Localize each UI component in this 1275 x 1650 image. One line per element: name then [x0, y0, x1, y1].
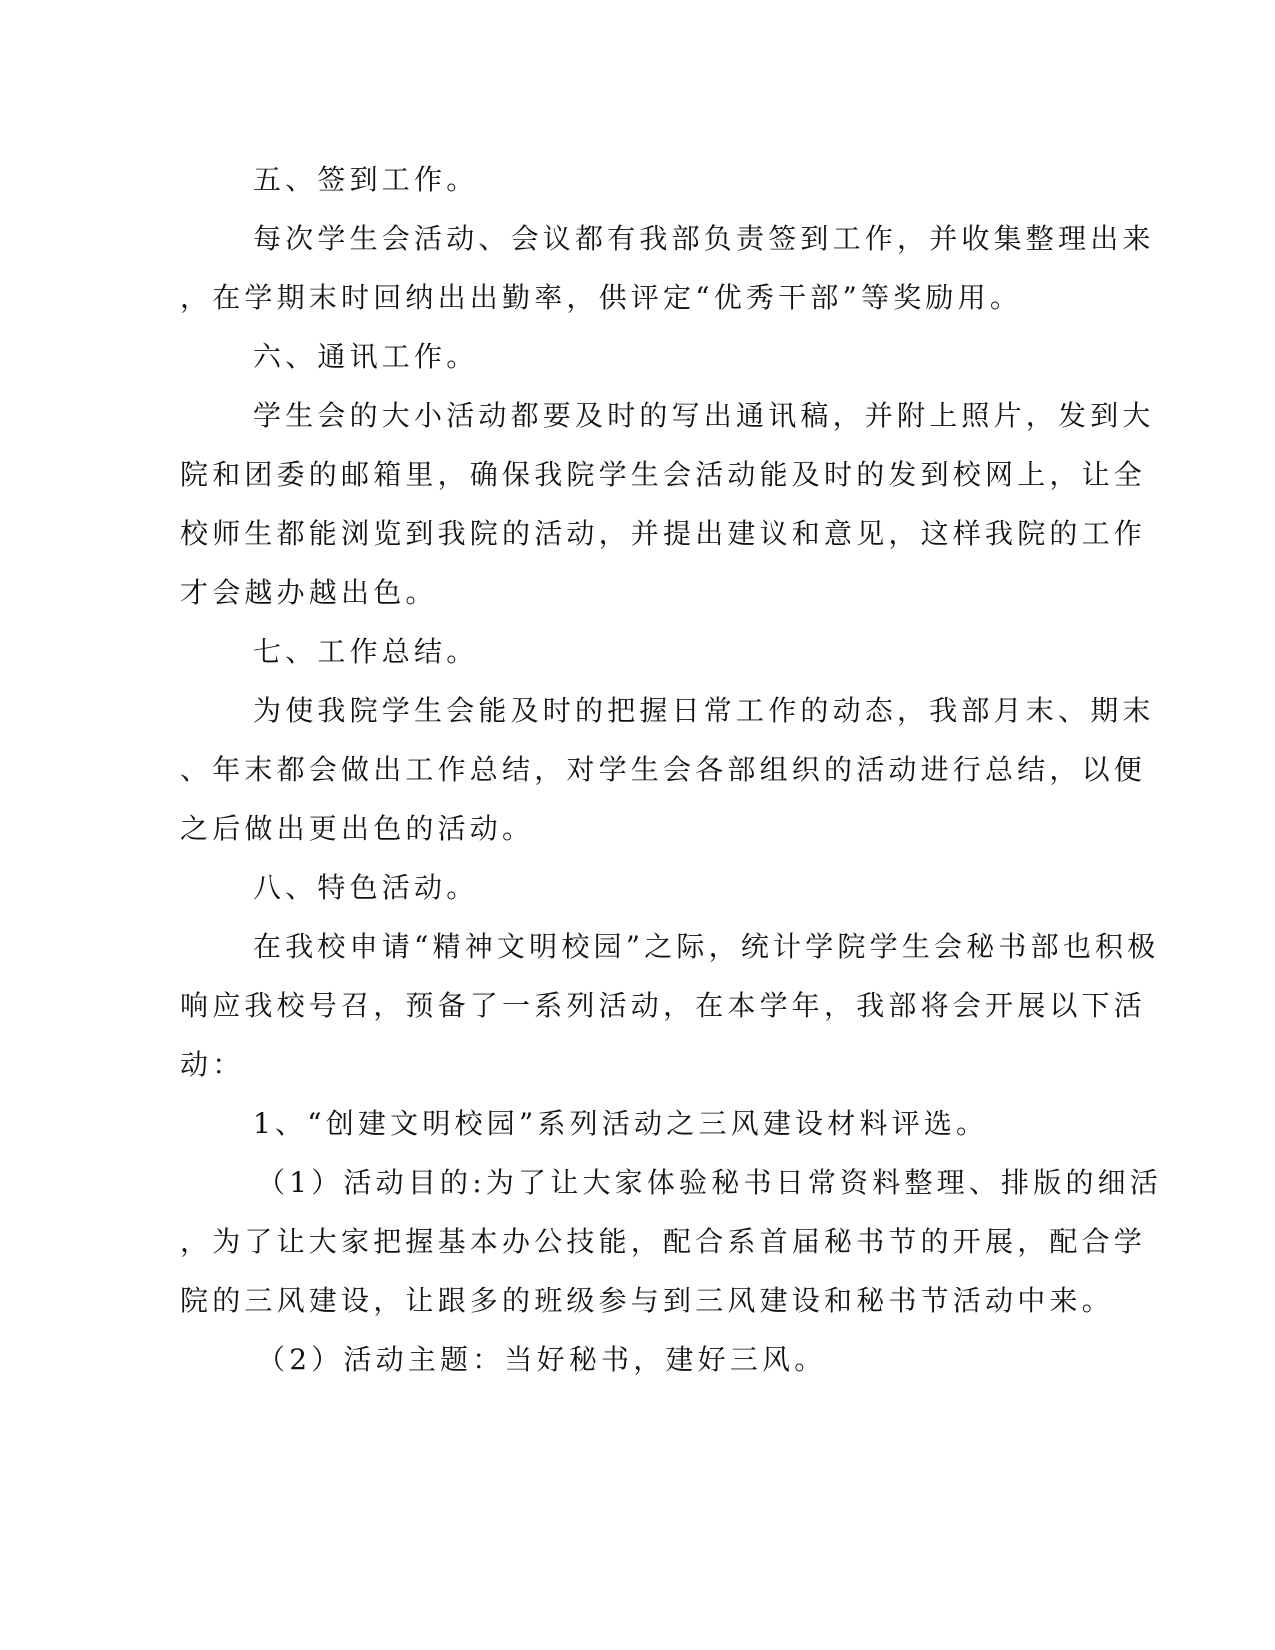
text-line: 七、工作总结。	[253, 635, 479, 668]
text-line: 、年末都会做出工作总结，对学生会各部组织的活动进行总结，以便	[180, 753, 1147, 786]
text-line: （2）活动主题：当好秘书，建好三风。	[257, 1343, 827, 1376]
text-line: 动：	[180, 1048, 245, 1081]
paragraph-line	[0, 689, 1275, 733]
text-line: （1）活动目的:为了让大家体验秘书日常资料整理、排版的细活	[257, 1166, 1163, 1199]
text-line: 之后做出更出色的活动。	[180, 812, 535, 845]
paragraph-line	[0, 925, 1275, 969]
paragraph-line	[0, 571, 1275, 615]
paragraph-line	[0, 276, 1275, 320]
text-line: 院的三风建设，让跟多的班级参与到三风建设和秘书节活动中来。	[180, 1284, 1114, 1317]
heading-sign-in-work	[0, 158, 1275, 202]
text-line: 学生会的大小活动都要及时的写出通讯稿，并附上照片，发到大	[253, 399, 1155, 432]
text-line: 五、签到工作。	[253, 163, 479, 196]
paragraph-line	[0, 1338, 1275, 1382]
heading-special-activities	[0, 866, 1275, 910]
text-line: ，在学期末时回纳出出勤率，供评定“优秀干部”等奖励用。	[180, 281, 1023, 314]
text-line: 院和团委的邮箱里，确保我院学生会活动能及时的发到校网上，让全	[180, 458, 1147, 491]
text-line: 在我校申请“精神文明校园”之际，统计学院学生会秘书部也积极	[253, 930, 1160, 963]
paragraph-line	[0, 748, 1275, 792]
paragraph-line	[0, 984, 1275, 1028]
paragraph-line	[0, 1220, 1275, 1264]
paragraph-line	[0, 1161, 1275, 1205]
text-line: 为使我院学生会能及时的把握日常工作的动态，我部月末、期末	[253, 694, 1155, 727]
heading-work-summary	[0, 630, 1275, 674]
list-item-heading	[0, 1102, 1275, 1146]
paragraph-line	[0, 1279, 1275, 1323]
text-line: 1、“创建文明校园”系列活动之三风建设材料评选。	[253, 1107, 989, 1140]
paragraph-line	[0, 453, 1275, 497]
text-line: 每次学生会活动、会议都有我部负责签到工作，并收集整理出来	[253, 222, 1155, 255]
heading-communication-work	[0, 335, 1275, 379]
text-line: 八、特色活动。	[253, 871, 479, 904]
paragraph-line	[0, 1043, 1275, 1087]
text-line: 才会越办越出色。	[180, 576, 438, 609]
paragraph-line	[0, 807, 1275, 851]
paragraph-line	[0, 217, 1275, 261]
paragraph-line	[0, 512, 1275, 556]
text-line: 六、通讯工作。	[253, 340, 479, 373]
paragraph-line	[0, 394, 1275, 438]
text-line: 响应我校号召，预备了一系列活动，在本学年，我部将会开展以下活	[180, 989, 1147, 1022]
text-line: 校师生都能浏览到我院的活动，并提出建议和意见，这样我院的工作	[180, 517, 1147, 550]
text-line: ，为了让大家把握基本办公技能，配合系首届秘书节的开展，配合学	[180, 1225, 1147, 1258]
